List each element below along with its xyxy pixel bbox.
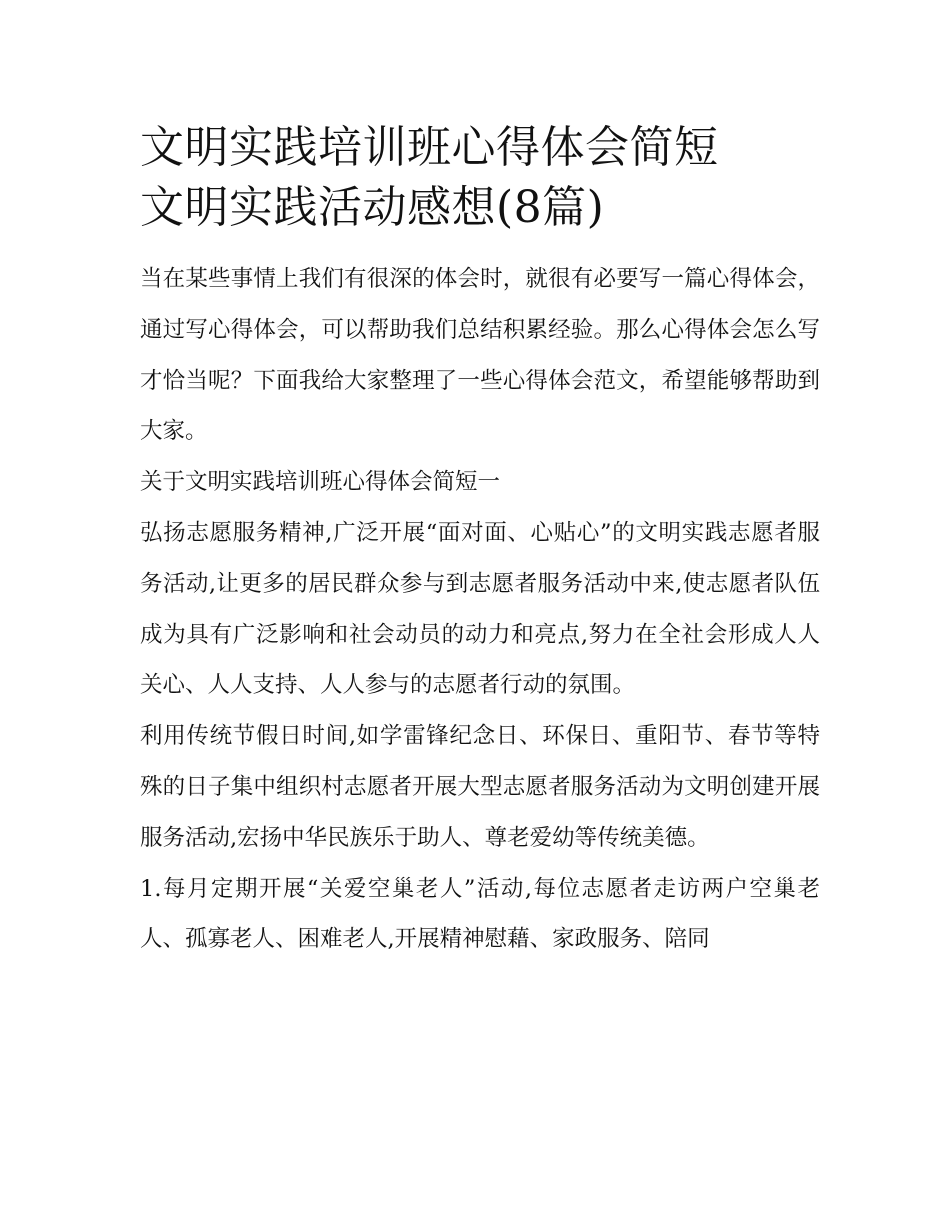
title-line-1: 文明实践培训班心得体会简短 [140,122,719,173]
body-paragraph: 弘扬志愿服务精神,广泛开展“面对面、心贴心”的文明实践志愿者服务活动,让更多的居民群众参与到志愿者服务活动中来,使志愿者队伍成为具有广泛影响和社会动员的动力和亮点,努力在全社会形成人人关心、人人支持、人人参与的志愿者行动的氛围。 [140,519,820,699]
document-body [140,254,820,965]
intro-paragraph: 当在某些事情上我们有很深的体会时，就很有必要写一篇心得体会，通过写心得体会，可以帮助我们总结积累经验。那么心得体会怎么写才恰当呢？下面我给大家整理了一些心得体会范文，希望能够帮助到大家。 [140,266,820,445]
body-paragraph: 1.每月定期开展“关爱空巢老人”活动,每位志愿者走访两户空巢老人、孤寡老人、困难老人,开展精神慰藉、家政服务、陪同 [140,875,820,953]
title-line-2: 文明实践活动感想(8篇) [140,182,605,233]
document-title [140,118,820,238]
body-paragraph: 利用传统节假日时间,如学雷锋纪念日、环保日、重阳节、春节等特殊的日子集中组织村志愿者开展大型志愿者服务活动为文明创建开展服务活动,宏扬中华民族乐于助人、尊老爱幼等传统美德。 [140,723,820,851]
document-page [140,118,820,965]
section-heading: 关于文明实践培训班心得体会简短一 [140,469,501,496]
